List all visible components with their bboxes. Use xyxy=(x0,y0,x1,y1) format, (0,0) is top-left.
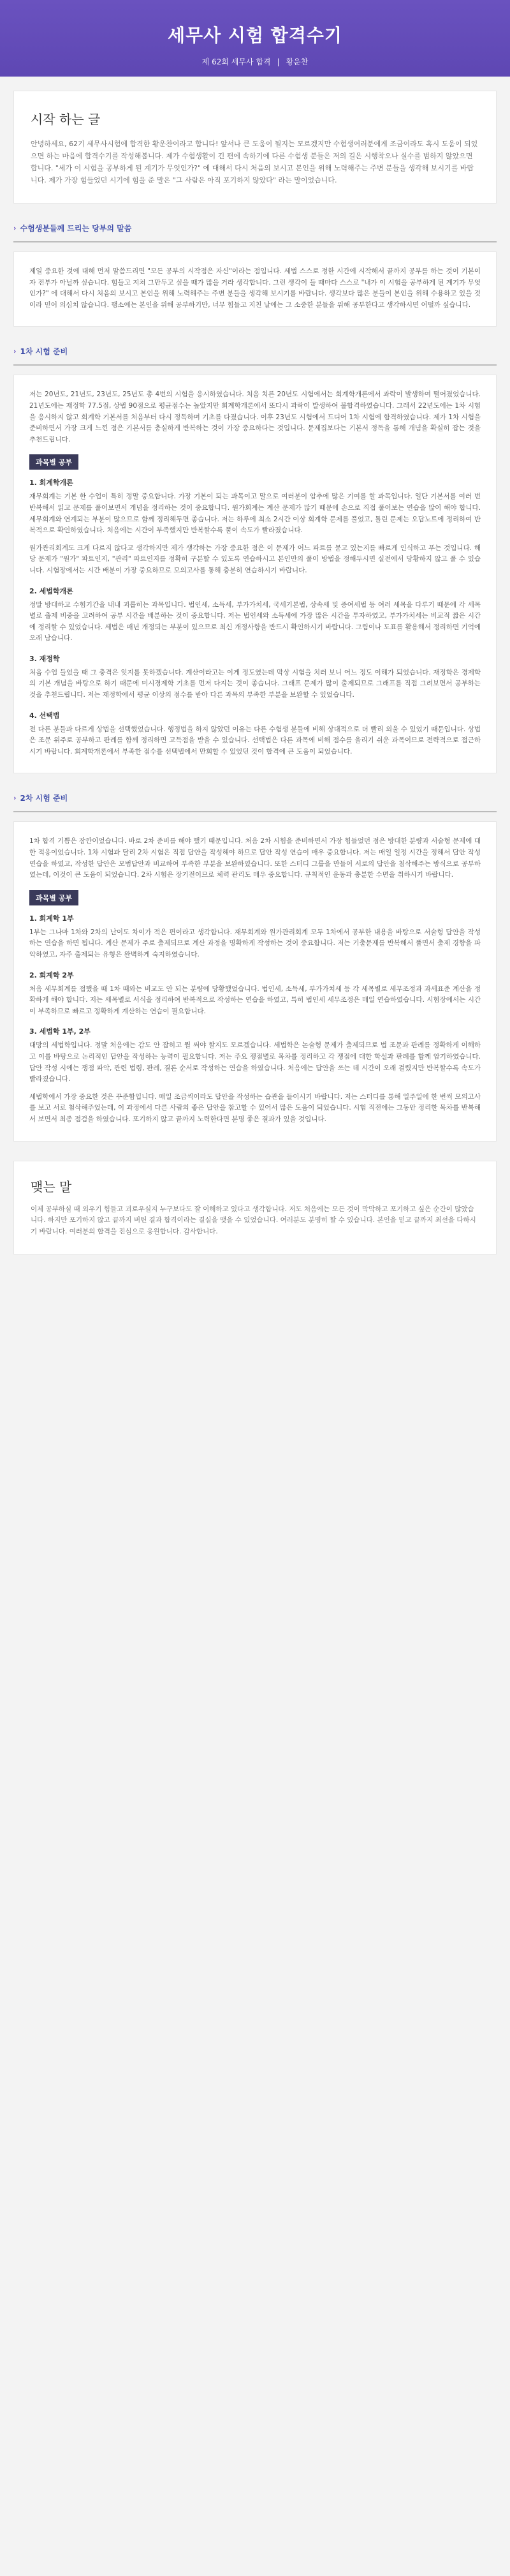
divider: | xyxy=(277,57,280,66)
advice-body: 제일 중요한 것에 대해 먼저 말씀드리면 "모든 공부의 시작점은 자신"이라는 점입니다. 세법 스스로 정한 시간에 시작해서 끝까지 공부를 하는 것이 기본이자 전부가 아닐까 싶습니다. 힘들고 지쳐 그만두고 싶을 때가 많을 거라 생각합니다. 그런 생각이 들 때마다 스스로 "내가 이 시험을 공부하게 된 계기가 무엇인가?" 에 대해서 다시 처음의 보시고 본인을 위해 노력해주는 주변 분들을 생각해 보시기를 바랍니다. 생각보다 많은 분들이 본인을 위해 수용하고 있을 것이라 믿어 의심치 않습니다. 행소에는 본인을 위해 공부하기만, 너무 힘들고 지친 날에는 그 소중한 분들을 위해 공부한다고 생각하시면 어떨까 싶습니다. xyxy=(29,267,481,309)
section-divider xyxy=(13,811,497,812)
subject-body: 원가관리회계도 크게 다르지 않다고 생각하지만 제가 생각하는 가장 중요한 점은 이 문제가 어느 파트를 묻고 있는지를 빠르게 인식하고 푸는 것입니다. 해당 문제가 "원가" 파트인지, "관리" 파트인지를 정확히 구분할 수 있도록 연습하시고 본인만의 풀이 방법을 정해두시면 실전에서 당황하지 않고 풀 수 있습니다. 시험장에서는 시간 배분이 가장 중요하므로 모의고사를 통해 충분히 연습하시기 바랍니다. xyxy=(29,544,481,574)
hero-header xyxy=(0,0,510,77)
author-name: 황운찬 xyxy=(286,57,309,66)
subject-title: 1. 회계학개론 xyxy=(29,479,73,488)
subject-title: 2. 세법학개론 xyxy=(29,586,73,595)
hero-subtitle xyxy=(0,56,510,67)
subject-tag: 과목별 공부 xyxy=(29,890,78,905)
second-exam-intro: 1차 합격 기쁨은 잠깐이었습니다. 바로 2차 준비를 해야 했기 때문입니다. 처음 2차 시험을 준비하면서 가장 힘들었던 점은 방대한 분량과 서술형 문제에 대한 적응이었습니다. 1차 시험과 달리 2차 시험은 직접 답안을 작성해야 하므로 답안 작성 연습이 매우 중요합니다. 저는 매일 일정 시간을 정해서 답안 작성 연습을 하였고, 작성한 답안은 모범답안과 비교하여 부족한 부분을 보완하였습니다. 또한 스터디 그룹을 만들어 서로의 답안을 첨삭해주는 방식으로 공부하였는데, 이것이 큰 도움이 되었습니다. 2차 시험은 장기전이므로 체력 관리도 매우 중요합니다. 규칙적인 운동과 충분한 수면을 취하시기 바랍니다. xyxy=(29,837,481,879)
intro-title: 시작 하는 글 xyxy=(31,112,101,127)
page-title: 세무사 시험 합격수기 xyxy=(168,25,342,46)
section-divider xyxy=(13,364,497,366)
subject-body: 세법학에서 가장 중요한 것은 꾸준함입니다. 매일 조금씩이라도 답안을 작성하는 습관을 들이시기 바랍니다. 저는 스터디를 통해 일주일에 한 번씩 모의고사를 보고 서로 첨삭해주었는데, 이 과정에서 다른 사람의 좋은 답안을 참고할 수 있어서 많은 도움이 되었습니다. 시험 직전에는 그동안 정리한 목차를 반복해서 보면서 최종 점검을 하였습니다. 포기하지 않고 끝까지 노력한다면 분명 좋은 결과가 있을 것입니다. xyxy=(29,1092,481,1123)
section-title xyxy=(13,223,497,234)
subject-title: 2. 회계학 2부 xyxy=(29,971,74,979)
subject-title: 1. 회계학 1부 xyxy=(29,914,74,923)
subject-body: 1부는 그나마 1차와 2차의 난이도 차이가 적은 편이라고 생각합니다. 재무회계와 원가관리회계 모두 1차에서 공부한 내용을 바탕으로 서술형 답안을 작성하는 연습을 하면 됩니다. 계산 문제가 주로 출제되므로 계산 과정을 명확하게 작성하는 것이 중요합니다. 저는 기출문제를 반복해서 풀면서 출제 경향을 파악하였고, 자주 출제되는 유형은 완벽하게 숙지하였습니다. xyxy=(29,928,481,958)
subject-tag: 과목별 공부 xyxy=(29,454,78,470)
closing-card xyxy=(13,1161,497,1255)
section-title xyxy=(13,793,497,803)
section-title-text: 수험생분들께 드리는 당부의 말씀 xyxy=(20,224,132,233)
section-divider xyxy=(13,241,497,242)
subject-body: 전 다른 분들과 다르게 상법을 선택했었습니다. 행정법을 하지 않았던 이유는 다른 수험생 분들에 비해 상대적으로 더 빨리 외울 수 있었기 때문입니다. 상법은 조문 위주로 공부하고 판례를 함께 정리하면 고득점을 받을 수 있습니다. 선택법은 다른 과목에 비해 점수를 올리기 쉬운 과목이므로 전략적으로 접근하시기 바랍니다. 회계학개론에서 부족한 점수를 선택법에서 만회할 수 있었던 것이 합격에 큰 도움이 되었습니다. xyxy=(29,725,481,756)
subject-body: 정말 방대하고 수험기간을 내내 괴롭히는 과목입니다. 법인세, 소득세, 부가가치세, 국세기본법, 상속세 및 증여세법 등 여러 세목을 다루기 때문에 각 세목별로 출제 비중을 고려하여 공부 시간을 배분하는 것이 중요합니다. 저는 법인세와 소득세에 가장 많은 시간을 투자하였고, 부가가치세는 비교적 짧은 시간에 정리할 수 있었습니다. 세법은 매년 개정되는 부분이 있으므로 최신 개정사항을 반드시 확인하시기 바랍니다. 그림이나 도표를 활용해서 정리하면 기억에 오래 남습니다. xyxy=(29,600,481,643)
exam-round: 제 62회 세무사 합격 xyxy=(201,57,271,66)
subject-title: 3. 세법학 1부, 2부 xyxy=(29,1027,91,1036)
advice-card xyxy=(13,251,497,327)
second-exam-card xyxy=(13,821,497,1141)
section-title xyxy=(13,346,497,357)
section-first-exam-header xyxy=(13,346,497,366)
first-exam-card xyxy=(13,375,497,773)
first-exam-intro: 저는 20년도, 21년도, 23년도, 25년도 총 4번의 시험을 응시하였습니다. 처음 치른 20년도 시험에서는 회계학개론에서 과락이 발생하여 떨어졌었습니다. 21년도에는 재정학 77.5점, 상법 90점으로 평균점수는 높았지만 회계학개론에서 또다시 과락이 발생하여 불합격하였습니다. 그래서 22년도에는 1차 시험을 응시하지 않고 회계학 기본서를 처음부터 다시 정독하며 기초를 다졌습니다. 이후 23년도 시험에서 드디어 1차 시험에 합격하였습니다. 제가 1차 시험을 준비하면서 가장 크게 느낀 점은 기본서를 충실하게 반복하는 것이 가장 중요하다는 것입니다. 문제집보다는 기본서 정독을 통해 개념을 확실히 잡는 것을 추천드립니다. xyxy=(29,391,481,443)
subject-body: 처음 세무회계를 접했을 때 1차 때와는 비교도 안 되는 분량에 당황했었습니다. 법인세, 소득세, 부가가치세 등 각 세목별로 세무조정과 과세표준 계산을 정확하게 해야 합니다. 저는 세목별로 서식을 정리하여 반복적으로 작성하는 연습을 하였고, 특히 법인세 세무조정은 매일 연습하였습니다. 시험장에서는 시간이 부족하므로 빠르고 정확하게 계산하는 연습이 필요합니다. xyxy=(29,985,481,1015)
closing-body: 이제 공부하실 때 외우기 힘들고 괴로우실지 누구보다도 잘 이해하고 있다고 생각합니다. 저도 처음에는 모든 것이 막막하고 포기하고 싶은 순간이 많았습니다. 하지만 포기하지 않고 끝까지 버틴 결과 합격이라는 결실을 맺을 수 있었습니다. 여러분도 분명히 할 수 있습니다. 본인을 믿고 끝까지 최선을 다하시기 바랍니다. 여러분의 합격을 진심으로 응원합니다. 감사합니다. xyxy=(31,1205,476,1235)
section-title-text: 1차 시험 준비 xyxy=(20,347,68,357)
intro-body: 안녕하세요, 62기 세무사시험에 합격한 황운찬이라고 합니다! 앞서나 큰 도움이 될지는 모르겠지만 수험생여러분에게 조금이라도 혹시 도움이 되었으면 하는 마음에 합격수기를 작성해봅니다. 제가 수험생활이 긴 편에 속하기에 다른 수험생 분들은 저의 길은 시행착오나 실수를 범하지 않았으면 합니다. "세가 이 시험을 공부하게 된 계기가 무엇인가?" 에 대해서 다시 처음의 보시고 본인을 위해 노력해주는 주변 분들을 생각해 보시기를 바랍니다. 제가 가장 힘들었던 시기에 힘을 준 말은 "그 사람은 아직 포기하지 않았다" 라는 말이었습니다. xyxy=(31,140,478,184)
chevron-right-icon: › xyxy=(13,794,17,803)
section-title-text: 2차 시험 준비 xyxy=(20,794,68,803)
section-second-exam-header xyxy=(13,793,497,812)
chevron-right-icon: › xyxy=(13,347,17,356)
subject-body: 처음 수업 들었을 때 그 충격은 잊지를 못하겠습니다. 계산이라고는 이게 정도였는데 막상 시험을 치러 보니 어느 정도 이해가 되었습니다. 재정학은 경제학의 기본 개념을 바탕으로 하기 때문에 미시경제학 기초를 먼저 다지는 것이 좋습니다. 그래프 문제가 많이 출제되므로 그래프를 직접 그려보면서 공부하는 것을 추천드립니다. 저는 재정학에서 평균 이상의 점수를 받아 다른 과목의 부족한 부분을 보완할 수 있었습니다. xyxy=(29,668,481,699)
subject-title: 3. 재정학 xyxy=(29,654,60,663)
subject-body: 대망의 세법학입니다. 정말 처음에는 감도 안 잡히고 뭘 써야 할지도 모르겠습니다. 세법학은 논술형 문제가 출제되므로 법 조문과 판례를 정확하게 이해하고 이를 바탕으로 논리적인 답안을 작성하는 능력이 필요합니다. 저는 주요 쟁점별로 목차를 정리하고 각 쟁점에 대한 학설과 판례를 함께 암기하였습니다. 답안 작성 시에는 쟁점 파악, 관련 법령, 판례, 결론 순서로 작성하는 연습을 하였습니다. 처음에는 답안을 쓰는 데 시간이 오래 걸렸지만 반복할수록 속도가 빨라졌습니다. xyxy=(29,1041,481,1083)
subject-title: 4. 선택법 xyxy=(29,711,60,720)
chevron-right-icon: › xyxy=(13,224,17,232)
closing-title: 맺는 말 xyxy=(31,1179,72,1195)
section-advice-header xyxy=(13,223,497,242)
intro-card xyxy=(13,91,497,204)
subject-body: 재무회계는 기본 한 수업이 특히 정말 중요합니다. 가장 기본이 되는 과목이고 말으로 여러분이 암추에 많은 기여를 할 과목입니다. 일단 기본서를 여러 번 반복해서 읽고 문제를 풀어보면서 개념을 정리하는 것이 중요합니다. 원가회계는 계산 문제가 많기 때문에 손으로 직접 풀어보는 연습을 많이 해야 합니다. 세무회계와 연계되는 부분이 많으므로 함께 정리해두면 좋습니다. 저는 하루에 최소 2시간 이상 회계학 문제를 풀었고, 틀린 문제는 오답노트에 정리하여 반복적으로 확인하였습니다. 처음에는 시간이 부족했지만 반복할수록 풀이 속도가 빨라졌습니다. xyxy=(29,493,481,535)
